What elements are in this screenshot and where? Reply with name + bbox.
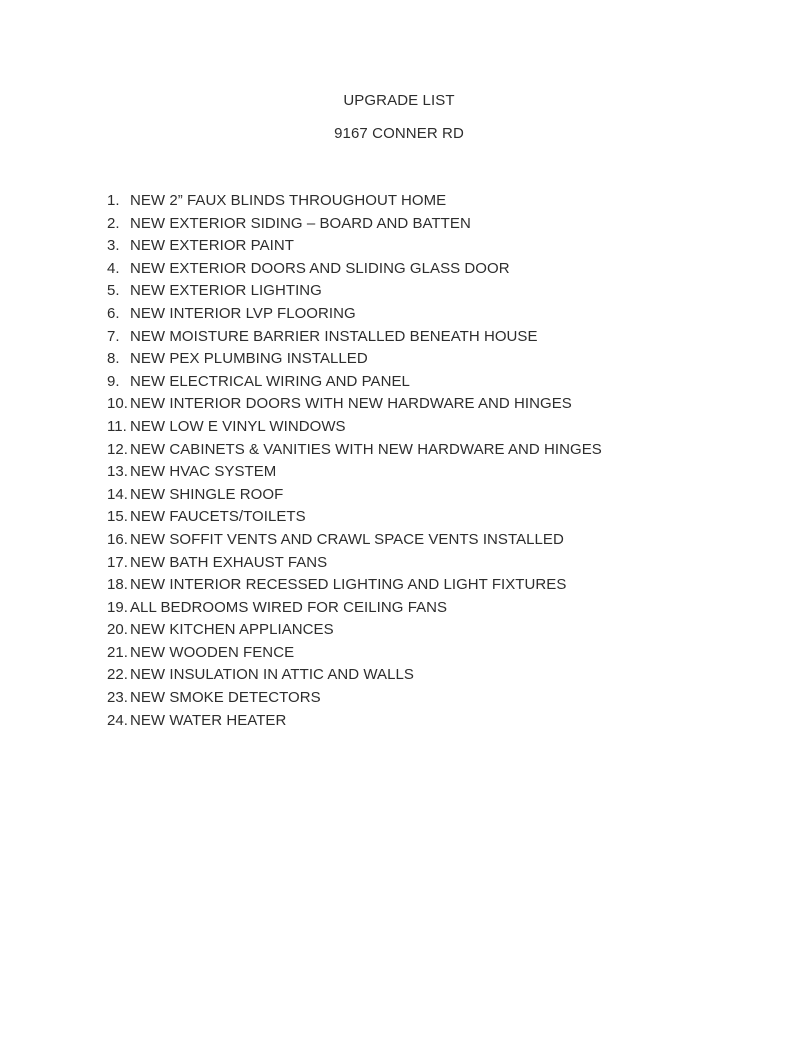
- list-item-text: NEW 2” FAUX BLINDS THROUGHOUT HOME: [130, 192, 447, 209]
- list-item-number: 18.: [107, 576, 129, 594]
- list-item: [107, 461, 778, 484]
- list-item: [107, 506, 778, 529]
- list-item: [107, 213, 778, 236]
- list-item-number: 9.: [107, 372, 120, 390]
- list-item-number: 1.: [107, 192, 120, 209]
- list-item-number: 15.: [107, 508, 129, 526]
- list-item-text: NEW SHINGLE ROOF: [130, 485, 284, 503]
- list-item: [107, 710, 778, 733]
- list-item: [107, 348, 778, 371]
- list-item-text: NEW CABINETS & VANITIES WITH NEW HARDWARE AND HINGES: [130, 440, 602, 458]
- list-item: [107, 664, 778, 687]
- list-item-text: NEW WATER HEATER: [130, 711, 287, 729]
- list-item-text: NEW INSULATION IN ATTIC AND WALLS: [130, 666, 414, 684]
- list-item-number: 20.: [107, 621, 129, 639]
- list-item-number: 8.: [107, 350, 120, 368]
- list-item-number: 12.: [107, 440, 129, 458]
- list-item: [107, 619, 778, 642]
- list-item-number: 19.: [107, 598, 129, 616]
- list-item: [107, 597, 778, 620]
- page-title: UPGRADE LIST: [343, 92, 455, 109]
- list-item: [107, 574, 778, 597]
- list-item-text: NEW SOFFIT VENTS AND CRAWL SPACE VENTS INSTALLED: [130, 530, 564, 548]
- list-item: [107, 371, 778, 394]
- list-item: [107, 687, 778, 710]
- list-item-number: 24.: [107, 711, 129, 729]
- list-item-text: NEW EXTERIOR LIGHTING: [130, 282, 322, 300]
- list-item-text: NEW KITCHEN APPLIANCES: [130, 621, 334, 639]
- list-item-number: 14.: [107, 485, 129, 503]
- list-item-number: 21.: [107, 643, 129, 661]
- list-item-text: NEW INTERIOR DOORS WITH NEW HARDWARE AND HINGES: [130, 395, 572, 413]
- list-item-text: NEW BATH EXHAUST FANS: [130, 553, 328, 571]
- list-item: [107, 416, 778, 439]
- list-item-number: 6.: [107, 304, 120, 322]
- list-item: [107, 303, 778, 326]
- list-item: [107, 280, 778, 303]
- list-item: [107, 326, 778, 349]
- list-item-number: 2.: [107, 214, 120, 232]
- list-item-number: 10.: [107, 395, 129, 413]
- list-item-number: 4.: [107, 259, 120, 277]
- list-item-text: NEW EXTERIOR DOORS AND SLIDING GLASS DOOR: [130, 259, 510, 277]
- list-item-text: NEW INTERIOR LVP FLOORING: [130, 304, 356, 322]
- list-item-text: NEW EXTERIOR SIDING – BOARD AND BATTEN: [130, 214, 471, 232]
- list-item-text: NEW ELECTRICAL WIRING AND PANEL: [130, 372, 410, 390]
- list-item: [107, 439, 778, 462]
- list-item-number: 5.: [107, 282, 120, 300]
- list-item: [107, 235, 778, 258]
- list-item-number: 7.: [107, 327, 120, 345]
- list-item-number: 13.: [107, 463, 129, 481]
- list-item-number: 23.: [107, 689, 129, 707]
- page-subtitle: 9167 CONNER RD: [334, 125, 464, 142]
- list-item-number: 3.: [107, 237, 120, 255]
- list-item-text: NEW SMOKE DETECTORS: [130, 689, 321, 707]
- list-item: [107, 529, 778, 552]
- list-item: [107, 190, 778, 213]
- title-block: [0, 0, 798, 142]
- list-item-text: NEW PEX PLUMBING INSTALLED: [130, 350, 368, 368]
- list-item-number: 16.: [107, 530, 129, 548]
- list-item-text: NEW FAUCETS/TOILETS: [130, 508, 306, 526]
- list-item-number: 22.: [107, 666, 129, 684]
- list-item-text: NEW LOW E VINYL WINDOWS: [130, 417, 346, 435]
- list-item-text: NEW EXTERIOR PAINT: [130, 237, 294, 255]
- list-item-text: ALL BEDROOMS WIRED FOR CEILING FANS: [130, 598, 448, 616]
- list-item: [107, 258, 778, 281]
- list-item: [107, 552, 778, 575]
- list-item: [107, 642, 778, 665]
- list-item: [107, 393, 778, 416]
- list-item: [107, 484, 778, 507]
- upgrade-list: [0, 190, 798, 732]
- list-item-text: NEW HVAC SYSTEM: [130, 463, 277, 481]
- list-item-text: NEW WOODEN FENCE: [130, 643, 295, 661]
- list-item-number: 17.: [107, 553, 129, 571]
- list-item-number: 11.: [107, 417, 127, 435]
- list-item-text: NEW INTERIOR RECESSED LIGHTING AND LIGHT FIXTURES: [130, 576, 567, 594]
- list-item-text: NEW MOISTURE BARRIER INSTALLED BENEATH HOUSE: [130, 327, 538, 345]
